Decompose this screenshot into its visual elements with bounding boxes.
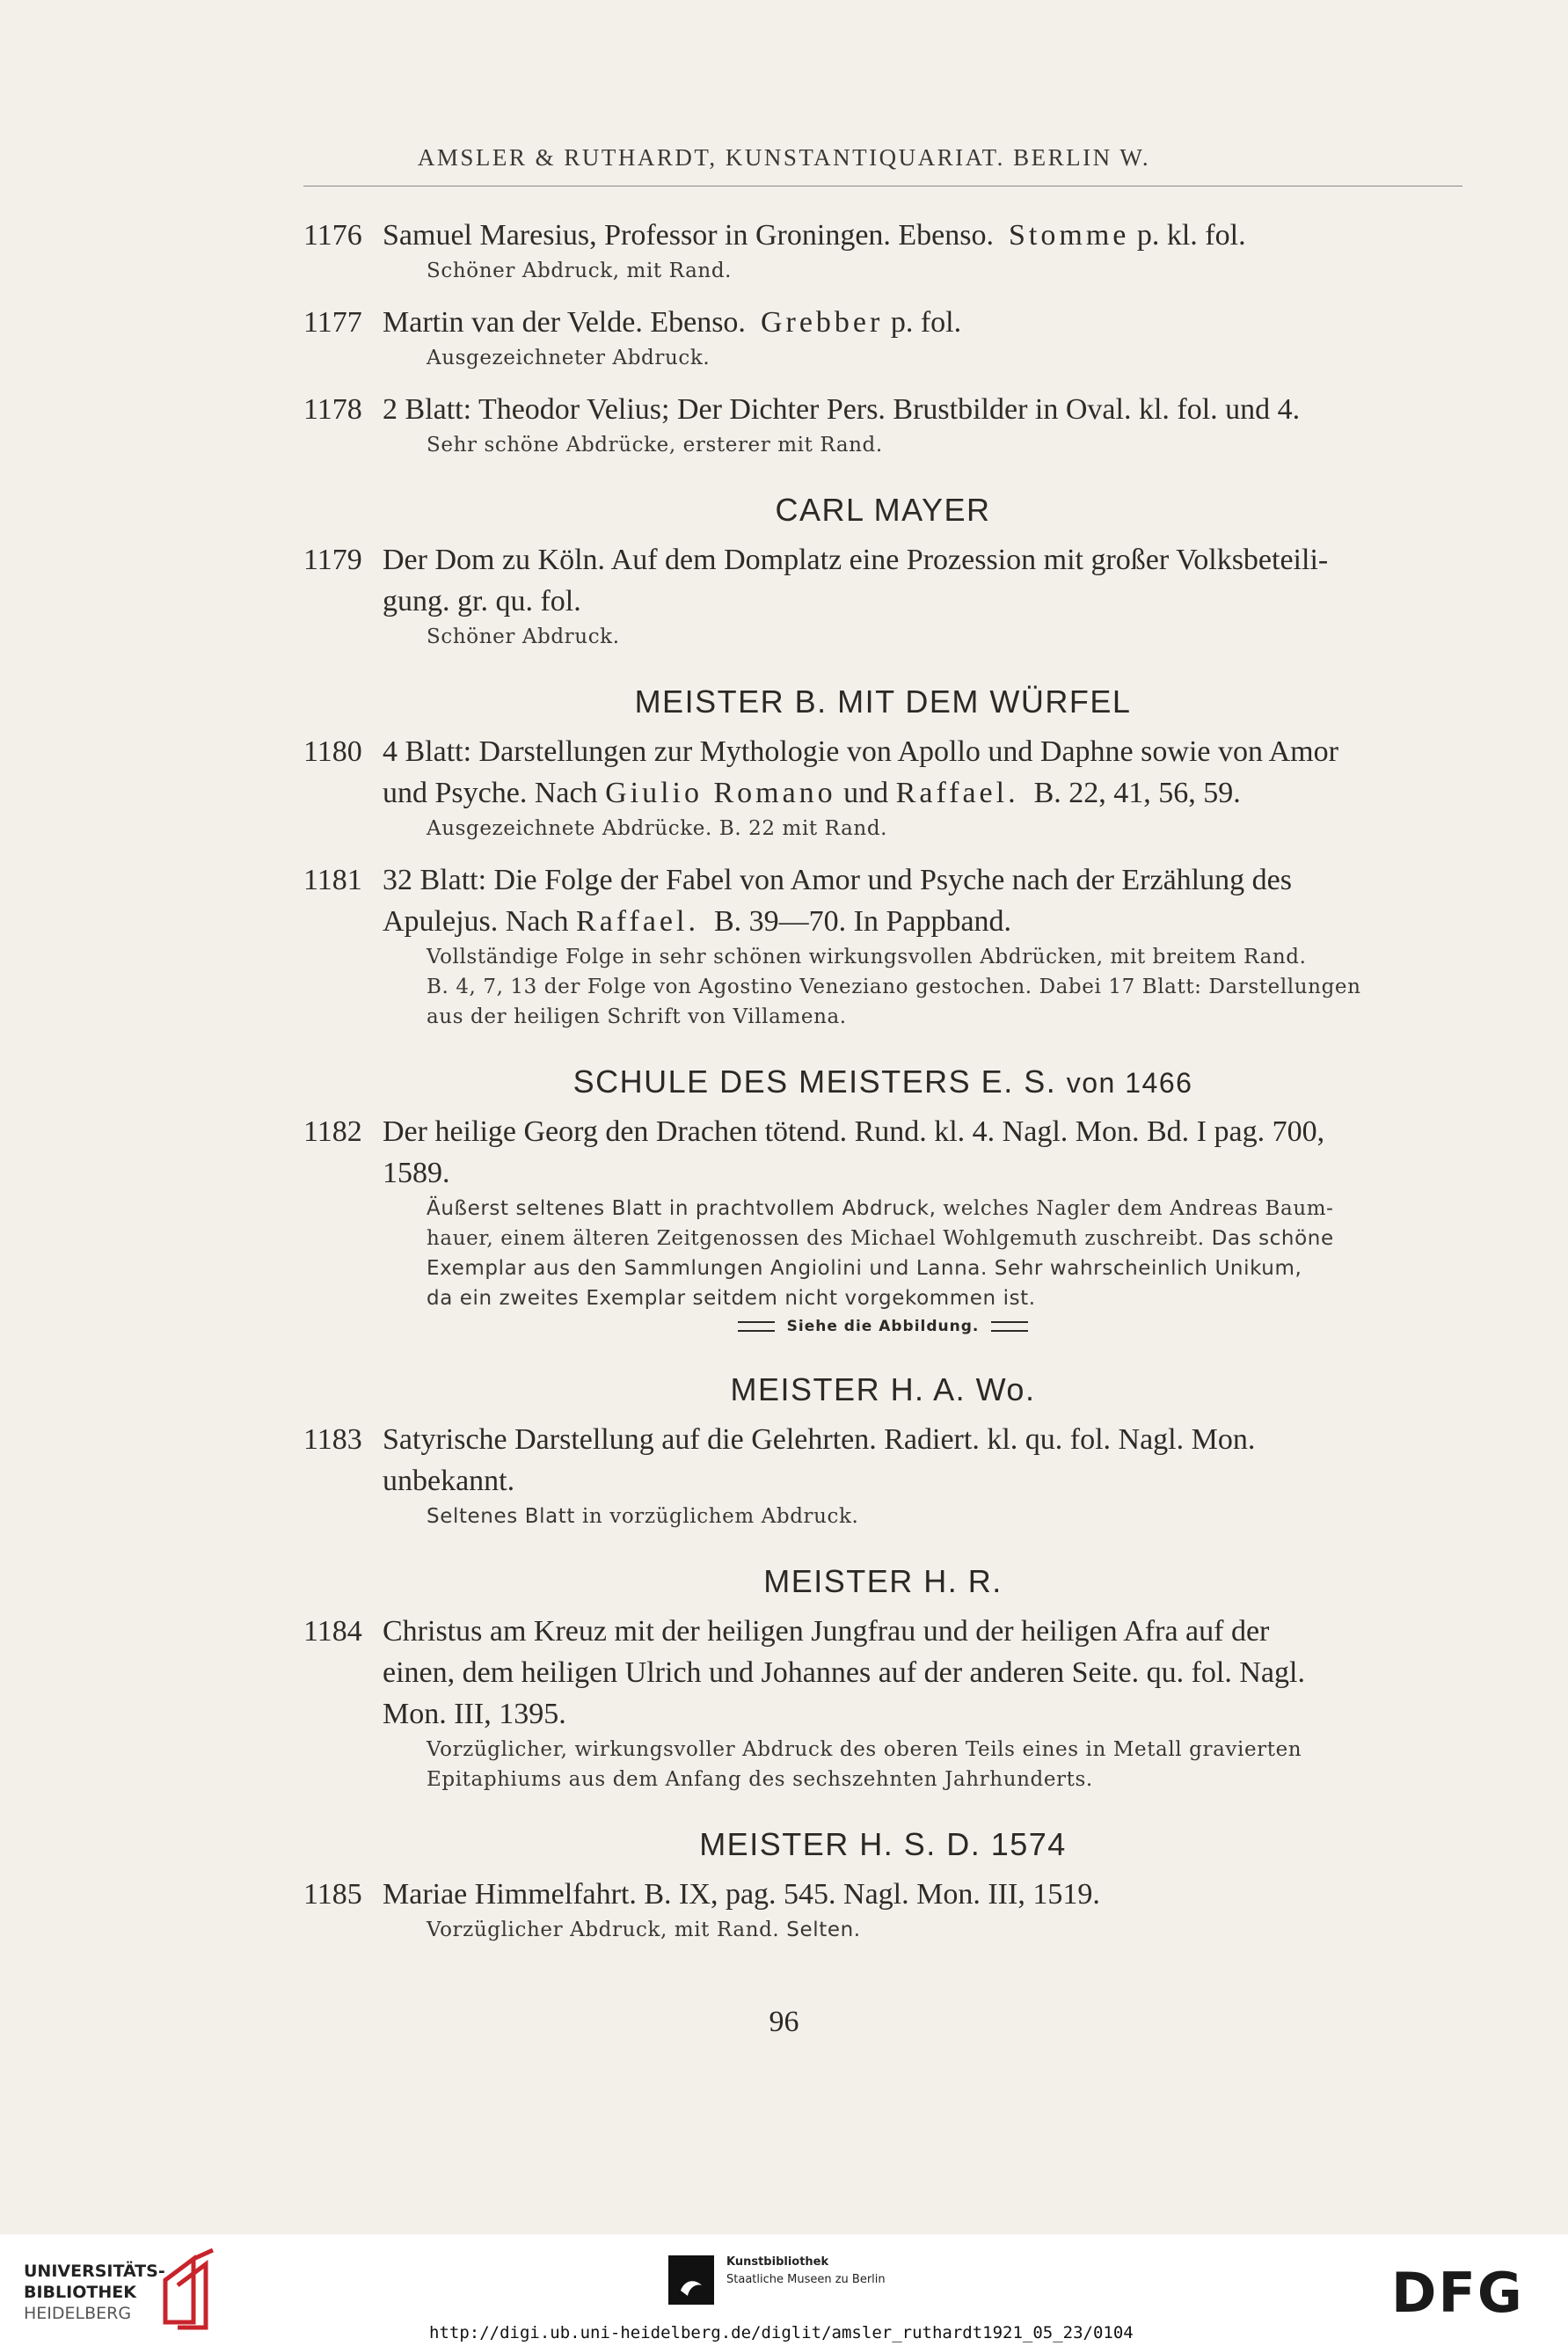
ub-line: UNIVERSITÄTS- [24,2262,165,2281]
entry-format: p. kl. fol. [1136,219,1246,252]
entry-text: Samuel Maresius, Professor in Groningen. Ebenso. [383,219,995,252]
entry-1176 [303,215,1462,286]
ub-heidelberg-wordmark[interactable] [24,2261,165,2324]
entry-text-cont: und Psyche. Nach [383,777,598,809]
section-heading-meister-hawo: MEISTER H. A. Wo. [730,1371,1036,1407]
artist-name: Giulio Romano [605,777,836,809]
note-emphasis: Das schöne [1211,1227,1334,1250]
artist-name: Grebber [760,306,884,339]
entry-number: 1176 [303,219,362,252]
kb-institution: Staatliche Museen zu Berlin [726,2273,886,2286]
artist-name: Raffael. [576,905,699,938]
ub-logo-icon[interactable] [158,2247,220,2335]
entry-note: welches Nagler dem Andreas Baum- [943,1197,1334,1220]
entry-text: Mariae Himmelfahrt. B. IX, pag. 545. Nagl. Mon. III, 1519. [383,1878,1100,1911]
entry-text-cont: und [843,777,889,809]
entry-note: aus der heiligen Schrift von Villamena. [427,1005,847,1028]
entry-number: 1179 [303,544,362,576]
kunstbibliothek-logo-icon[interactable] [668,2255,714,2305]
double-rule-right [991,1321,1028,1332]
entry-note: Sehr schöne Abdrücke, ersterer mit Rand. [427,434,883,457]
section-heading-carl-mayer: CARL MAYER [775,492,991,528]
entry-1185 [303,1874,1462,1945]
entry-1182 [303,1111,1462,1340]
permalink-url[interactable]: http://digi.ub.uni-heidelberg.de/diglit/amsler_ruthardt1921_05_23/0104 [429,2323,1134,2342]
section-heading-schule [303,1063,1462,1100]
entry-1184 [303,1611,1462,1794]
entry-note: Vorzüglicher Abdruck, mit Rand. [427,1918,780,1941]
entry-note: hauer, einem älteren Zeitgenossen des Michael Wohlgemuth zuschreibt. [427,1227,1205,1250]
entry-text-cont: unbekannt. [383,1465,515,1497]
entry-1183 [303,1419,1462,1531]
kunstbibliothek-text [726,2254,886,2289]
entry-1179 [303,539,1462,652]
entry-number: 1182 [303,1115,362,1148]
note-emphasis: Exemplar aus den Sammlungen Angiolini und Lanna. Sehr wahrscheinlich Unikum, [427,1257,1302,1280]
artist-name: Stomme [1009,219,1130,252]
note-emphasis: Äußerst seltenes Blatt in prachtvollem Abdruck, [427,1197,937,1220]
entry-note: Schöner Abdruck. [427,625,620,648]
footer-bar [0,2234,1568,2346]
entry-reference: B. 22, 41, 56, 59. [1033,777,1241,809]
entry-reference: B. 39—70. In Pappband. [713,905,1012,938]
entry-note: Schöner Abdruck, mit Rand. [427,259,733,282]
page-number: 96 [769,2006,799,2038]
entry-1178 [303,389,1462,460]
entry-number: 1185 [303,1878,362,1911]
note-emphasis: Seltenes Blatt [427,1505,576,1528]
note-emphasis: Selten. [786,1918,861,1941]
entry-note: Vollständige Folge in sehr schönen wirkungsvollen Abdrücken, mit breitem Rand. [427,946,1307,968]
entry-text: 2 Blatt: Theodor Velius; Der Dichter Pers. Brustbilder in Oval. kl. fol. und 4. [383,393,1301,426]
entry-number: 1181 [303,864,362,896]
entry-format: p. fol. [890,306,962,339]
artist-name: Raffael. [895,777,1019,809]
entry-text: Christus am Kreuz mit der heiligen Jungfrau und der heiligen Afra auf der [383,1615,1270,1648]
section-title: SCHULE DES MEISTERS E. S. [573,1063,1057,1100]
ub-line: BIBLIOTHEK [24,2283,136,2302]
double-rule-left [738,1321,775,1332]
ub-line: HEIDELBERG [24,2304,132,2323]
entry-number: 1184 [303,1615,362,1648]
entry-1180 [303,731,1462,844]
entry-number: 1177 [303,306,362,339]
dfg-logo[interactable]: DFG [1391,2261,1524,2325]
entry-number: 1183 [303,1423,362,1456]
entry-note: Ausgezeichnete Abdrücke. B. 22 mit Rand. [427,817,888,840]
entry-1181 [303,859,1462,1032]
section-heading-meister-hsd: MEISTER H. S. D. 1574 [699,1826,1067,1862]
entry-text-cont: Mon. III, 1395. [383,1698,566,1730]
entry-text-cont: 1589. [383,1157,450,1189]
entry-note: in vorzüglichem Abdruck. [581,1505,859,1528]
entry-text: Der Dom zu Köln. Auf dem Domplatz eine Prozession mit großer Volksbeteili- [383,544,1329,576]
entry-note: Ausgezeichneter Abdruck. [427,347,711,369]
entry-1177 [303,302,1462,373]
section-year: von 1466 [1066,1067,1193,1099]
section-heading-meister-b: MEISTER B. MIT DEM WÜRFEL [634,683,1132,720]
entry-text: Martin van der Velde. Ebenso. [383,306,746,339]
catalog-content [303,199,1462,1945]
note-emphasis: da ein zweites Exemplar seitdem nicht vorgekommen ist. [427,1287,1036,1310]
entry-text: 32 Blatt: Die Folge der Fabel von Amor und Psyche nach der Erzählung des [383,864,1292,896]
entry-note: B. 4, 7, 13 der Folge von Agostino Veneziano gestochen. Dabei 17 Blatt: Darstellungen [427,976,1361,998]
entry-note: Vorzüglicher, wirkungsvoller Abdruck des oberen Teils eines in Metall gravierten [427,1738,1302,1761]
illustration-reference [303,1313,1462,1340]
page-header: AMSLER & RUTHARDT, KUNSTANTIQUARIAT. BERLIN W. [417,144,1151,171]
entry-text-cont: gung. gr. qu. fol. [383,585,581,618]
siehe-text: Siehe die Abbildung. [786,1318,980,1335]
entry-text-cont: einen, dem heiligen Ulrich und Johannes auf der anderen Seite. qu. fol. Nagl. [383,1656,1305,1689]
kb-name: Kunstbibliothek [726,2255,829,2269]
entry-text: 4 Blatt: Darstellungen zur Mythologie von Apollo und Daphne sowie von Amor [383,735,1338,768]
entry-number: 1180 [303,735,362,768]
entry-number: 1178 [303,393,362,426]
entry-note: Epitaphiums aus dem Anfang des sechszehnten Jahrhunderts. [427,1768,1093,1791]
entry-text: Satyrische Darstellung auf die Gelehrten. Radiert. kl. qu. fol. Nagl. Mon. [383,1423,1256,1456]
entry-text-cont: Apulejus. Nach [383,905,569,938]
section-heading-meister-hr: MEISTER H. R. [763,1563,1003,1599]
entry-text: Der heilige Georg den Drachen tötend. Rund. kl. 4. Nagl. Mon. Bd. I pag. 700, [383,1115,1325,1148]
